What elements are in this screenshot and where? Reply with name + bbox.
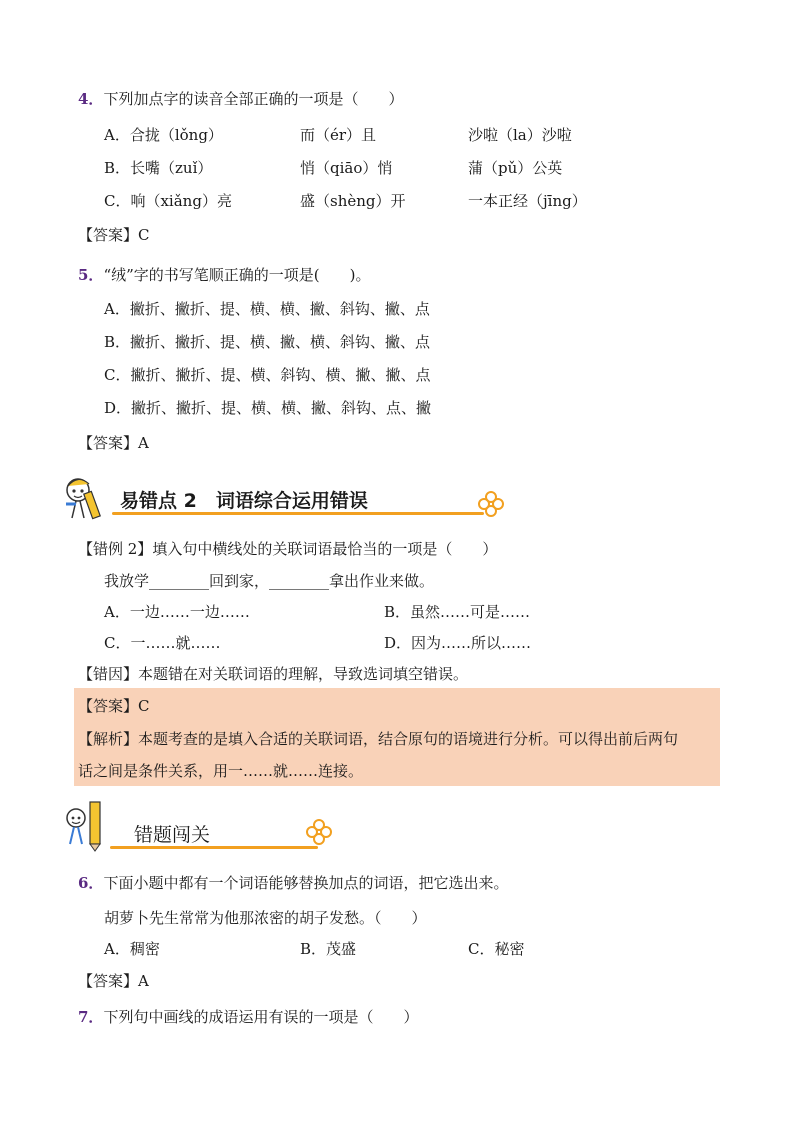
q4-answer-label: 【答案】 (78, 226, 139, 244)
q5-option-a: A．撇折、撇折、提、横、横、撇、斜钩、撇、点 (104, 300, 430, 318)
example-cause-text: 本题错在对关联词语的理解，导致选词填空错误。 (138, 665, 469, 683)
example-answer-value: C (138, 697, 150, 715)
q4-option-b-2: 悄（qiāo）悄 (300, 159, 393, 177)
q4-option-a-1: A．合拢（lǒng） (104, 126, 223, 144)
example-option-d: D．因为……所以…… (384, 634, 532, 652)
q4-option-a-3: 沙啦（la）沙啦 (468, 126, 572, 144)
example-analysis-line2: 话之间是条件关系，用一……就……连接。 (78, 762, 364, 780)
example-option-c: C．一……就…… (104, 634, 221, 652)
q7-stem-line (78, 1006, 418, 1027)
example-stem-line (78, 538, 497, 559)
example-option-a: A．一边……一边…… (104, 603, 250, 621)
q4-option-c-3: 一本正经（jīng） (468, 192, 587, 210)
q4-number: 4． (78, 90, 104, 108)
q6-option-b: B．茂盛 (300, 940, 357, 958)
q4-option-b-1: B．长嘴（zuǐ） (104, 159, 213, 177)
banner1-title: 易错点 2 词语综合运用错误 (120, 490, 368, 512)
q6-option-c: C．秘密 (468, 940, 525, 958)
q5-answer (78, 432, 149, 453)
pencil-mascot-icon (62, 474, 114, 522)
q6-answer (78, 970, 149, 991)
example-option-b: B．虽然……可是…… (384, 603, 531, 621)
flower-decoration-icon (306, 818, 332, 846)
q5-stem-line (78, 264, 370, 285)
q6-number: 6． (78, 874, 104, 892)
example-cause-label: 【错因】 (78, 665, 139, 683)
example-answer (78, 695, 150, 716)
example-analysis-line1 (78, 728, 678, 749)
q6-option-a: A．稠密 (104, 940, 160, 958)
q4-answer (78, 224, 150, 245)
q4-option-a-2: 而（ér）且 (300, 126, 377, 144)
example-answer-label: 【答案】 (78, 697, 139, 715)
q4-option-c-2: 盛（shèng）开 (300, 192, 406, 210)
q6-stem-line (78, 872, 508, 893)
q5-stem: “绒”字的书写笔顺正确的一项是( )。 (103, 266, 371, 284)
q7-number: 7． (78, 1008, 104, 1026)
banner1-underline (112, 512, 484, 515)
q5-answer-label: 【答案】 (78, 434, 139, 452)
example-analysis-label: 【解析】 (78, 730, 139, 748)
example-sentence: 我放学________回到家，________拿出作业来做。 (104, 572, 435, 590)
q4-answer-value: C (138, 226, 150, 244)
example-stem: 填入句中横线处的关联词语最恰当的一项是（ ） (152, 540, 498, 558)
q6-sentence: 胡萝卜先生常常为他那浓密的胡子发愁。（ ） (104, 909, 427, 927)
example-analysis-text1: 本题考查的是填入合适的关联词语，结合原句的语境进行分析。可以得出前后两句 (138, 730, 679, 748)
q5-answer-value: A (138, 434, 149, 452)
q6-answer-value: A (138, 972, 149, 990)
banner2-underline (110, 846, 318, 849)
q4-option-c-1: C．响（xiǎng）亮 (104, 192, 232, 210)
example-label: 【错例 2】 (78, 540, 153, 558)
q6-answer-label: 【答案】 (78, 972, 139, 990)
q4-stem-line (78, 88, 403, 109)
q4-stem: 下列加点字的读音全部正确的一项是（ ） (103, 90, 404, 108)
pencil-kid-mascot-icon (62, 798, 110, 852)
q5-number: 5． (78, 266, 104, 284)
q5-option-b: B．撇折、撇折、提、横、撇、横、斜钩、撇、点 (104, 333, 431, 351)
q6-stem: 下面小题中都有一个词语能够替换加点的词语，把它选出来。 (103, 874, 509, 892)
q5-option-c: C．撇折、撇折、提、横、斜钩、横、撇、撇、点 (104, 366, 431, 384)
example-cause (78, 663, 468, 684)
banner2-title: 错题闯关 (134, 824, 211, 846)
q7-stem: 下列句中画线的成语运用有误的一项是（ ） (103, 1008, 419, 1026)
q4-option-b-3: 蒲（pǔ）公英 (468, 159, 563, 177)
q5-option-d: D．撇折、撇折、提、横、横、撇、斜钩、点、撇 (104, 399, 432, 417)
flower-decoration-icon (478, 490, 504, 518)
